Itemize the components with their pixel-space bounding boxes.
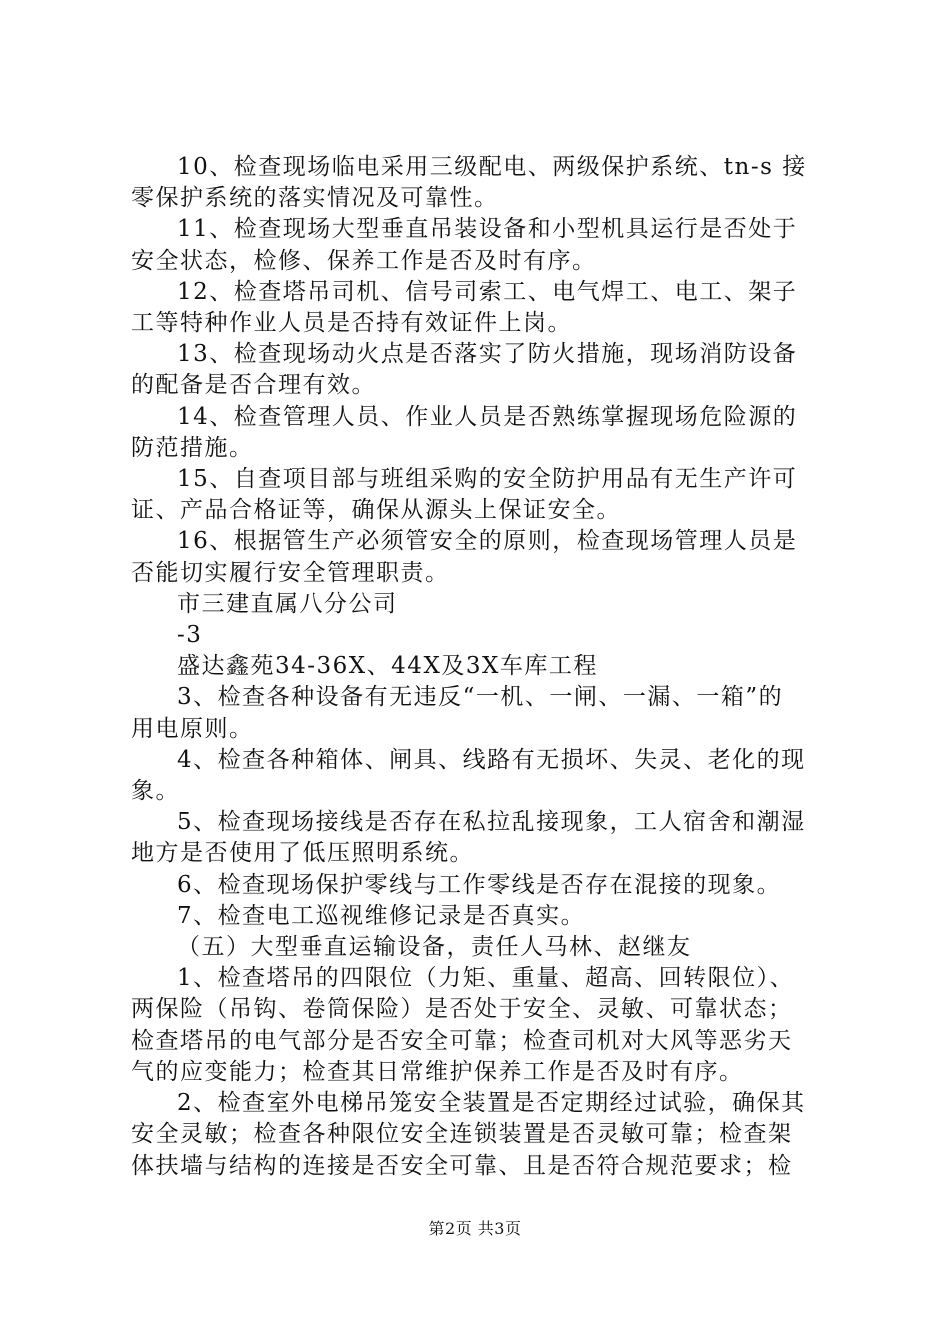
text-line: 用电原则。 bbox=[131, 715, 254, 742]
text-line: 12、检查塔吊司机、信号司索工、电气焊工、电工、架子 bbox=[177, 278, 798, 305]
project-name bbox=[131, 651, 831, 682]
text-line: 检查塔吊的电气部分是否安全可靠；检查司机对大风等恶劣天 bbox=[131, 1027, 793, 1054]
text-line: 两保险（吊钩、卷筒保险）是否处于安全、灵敏、可靠状态； bbox=[131, 996, 793, 1023]
text-line: 安全灵敏；检查各种限位安全连锁装置是否灵敏可靠；检查架 bbox=[131, 1121, 793, 1148]
paragraph-item-10 bbox=[131, 152, 831, 214]
paragraph-item-4 bbox=[131, 745, 831, 807]
text-line: 6、检查现场保护零线与工作零线是否存在混接的现象。 bbox=[177, 871, 782, 898]
text-line: 15、自查项目部与班组采购的安全防护用品有无生产许可 bbox=[177, 466, 798, 493]
text-line: 11、检查现场大型垂直吊装设备和小型机具运行是否处于 bbox=[177, 216, 798, 243]
page-footer: 第2页 共3页 bbox=[428, 1219, 522, 1238]
paragraph-item-1 bbox=[131, 963, 831, 1088]
text-line: 14、检查管理人员、作业人员是否熟练掌握现场危险源的 bbox=[177, 403, 798, 430]
text-line: -3 bbox=[177, 622, 203, 649]
text-line: 证、产品合格证等，确保从源头上保证安全。 bbox=[131, 497, 621, 524]
text-line: 1、检查塔吊的四限位（力矩、重量、超高、回转限位）、 bbox=[177, 965, 795, 992]
text-line: 安全状态，检修、保养工作是否及时有序。 bbox=[131, 247, 597, 274]
paragraph-item-11 bbox=[131, 214, 831, 276]
paragraph-item-2 bbox=[131, 1088, 831, 1182]
text-line: 盛达鑫苑34-36X、44X及3X车库工程 bbox=[177, 653, 598, 680]
text-line: （五）大型垂直运输设备，责任人马林、赵继友 bbox=[177, 934, 692, 961]
text-line: 地方是否使用了低压照明系统。 bbox=[131, 840, 474, 867]
paragraph-item-15 bbox=[131, 464, 831, 526]
text-line: 的配备是否合理有效。 bbox=[131, 372, 376, 399]
company-name bbox=[131, 589, 831, 620]
paragraph-item-14 bbox=[131, 402, 831, 464]
paragraph-item-16 bbox=[131, 526, 831, 588]
section-heading-5 bbox=[131, 932, 831, 963]
text-line: 工等特种作业人员是否持有效证件上岗。 bbox=[131, 310, 572, 337]
document-body bbox=[131, 152, 831, 1182]
text-line: 体扶墙与结构的连接是否安全可靠、且是否符合规范要求；检 bbox=[131, 1152, 793, 1179]
text-line: 否能切实履行安全管理职责。 bbox=[131, 559, 450, 586]
paragraph-item-5 bbox=[131, 807, 831, 869]
paragraph-item-6 bbox=[131, 870, 831, 901]
text-line: 10、检查现场临电采用三级配电、两级保护系统、tn-s 接 bbox=[177, 154, 807, 180]
text-line: 4、检查各种箱体、闸具、线路有无损坏、失灵、老化的现 bbox=[177, 746, 806, 773]
text-line: 5、检查现场接线是否存在私拉乱接现象，工人宿舍和潮湿 bbox=[177, 809, 806, 836]
text-line: 16、根据管生产必须管安全的原则，检查现场管理人员是 bbox=[177, 528, 798, 555]
text-line: 象。 bbox=[131, 778, 180, 805]
text-line: 防范措施。 bbox=[131, 434, 254, 461]
paragraph-item-3 bbox=[131, 682, 831, 744]
text-line: 零保护系统的落实情况及可靠性。 bbox=[131, 185, 499, 212]
page-marker bbox=[131, 620, 831, 651]
text-line: 3、检查各种设备有无违反“一机、一闸、一漏、一箱”的 bbox=[177, 684, 784, 711]
text-line: 气的应变能力；检查其日常维护保养工作是否及时有序。 bbox=[131, 1058, 744, 1085]
paragraph-item-12 bbox=[131, 277, 831, 339]
paragraph-item-7 bbox=[131, 901, 831, 932]
text-line: 2、检查室外电梯吊笼安全装置是否定期经过试验，确保其 bbox=[177, 1090, 806, 1117]
text-line: 13、检查现场动火点是否落实了防火措施，现场消防设备 bbox=[177, 341, 798, 368]
paragraph-item-13 bbox=[131, 339, 831, 401]
text-line: 7、检查电工巡视维修记录是否真实。 bbox=[177, 902, 586, 929]
text-line: 市三建直属八分公司 bbox=[177, 590, 398, 617]
